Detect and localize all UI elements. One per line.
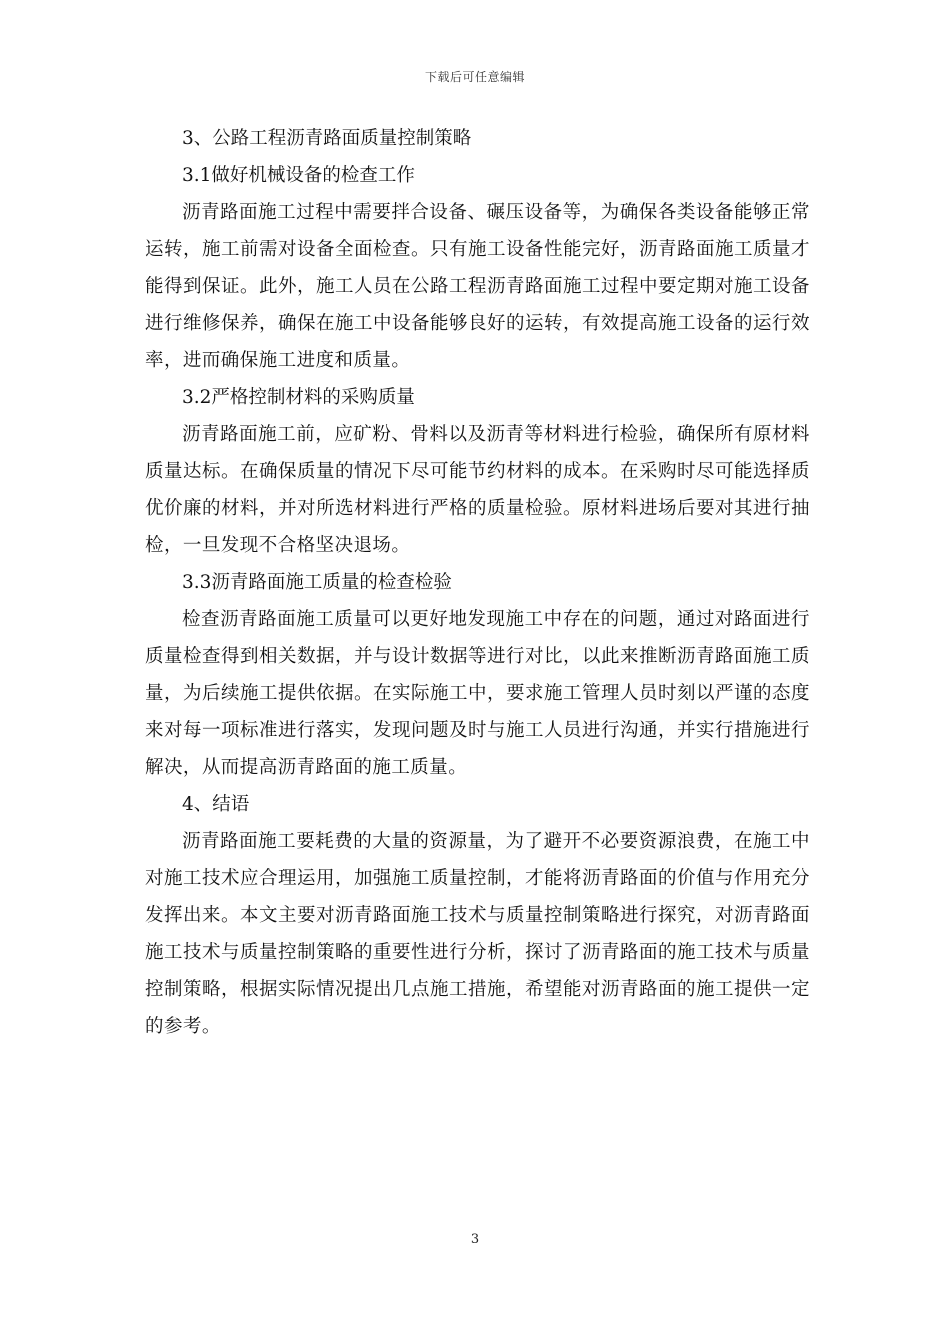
section-paragraph-3-3: 检查沥青路面施工质量可以更好地发现施工中存在的问题，通过对路面进行质量检查得到相关数据，并与设计数据等进行对比，以此来推断沥青路面施工质量，为后续施工提供依据。在实际施工中，要求施工管理人员时刻以严谨的态度来对每一项标准进行落实，发现问题及时与施工人员进行沟通，并实行措施进行解决，从而提高沥青路面的施工质量。: [145, 609, 810, 778]
section-heading-3-2: 3.2严格控制材料的采购质量: [182, 387, 415, 408]
document-body: [145, 120, 810, 1045]
page-header: 下载后可任意编辑: [424, 70, 525, 84]
section-paragraph-3-2: 沥青路面施工前，应矿粉、骨料以及沥青等材料进行检验，确保所有原材料质量达标。在确保质量的情况下尽可能节约材料的成本。在采购时尽可能选择质优价廉的材料，并对所选材料进行严格的质量检验。原材料进场后要对其进行抽检，一旦发现不合格坚决退场。: [145, 424, 810, 556]
section-heading-3: 3、公路工程沥青路面质量控制策略: [182, 128, 472, 149]
section-paragraph-4: 沥青路面施工要耗费的大量的资源量，为了避开不必要资源浪费，在施工中对施工技术应合理运用，加强施工质量控制，才能将沥青路面的价值与作用充分发挥出来。本文主要对沥青路面施工技术与质量控制策略进行探究，对沥青路面施工技术与质量控制策略的重要性进行分析，探讨了沥青路面的施工技术与质量控制策略，根据实际情况提出几点施工措施，希望能对沥青路面的施工提供一定的参考。: [145, 831, 810, 1037]
section-heading-3-3: 3.3沥青路面施工质量的检查检验: [182, 572, 452, 593]
section-paragraph-3-1: 沥青路面施工过程中需要拌合设备、碾压设备等，为确保各类设备能够正常运转，施工前需对设备全面检查。只有施工设备性能完好，沥青路面施工质量才能得到保证。此外，施工人员在公路工程沥青路面施工过程中要定期对施工设备进行维修保养，确保在施工中设备能够良好的运转，有效提高施工设备的运行效率，进而确保施工进度和质量。: [145, 202, 810, 371]
section-heading-3-1: 3.1做好机械设备的检查工作: [182, 165, 415, 186]
page-number: 3: [470, 1232, 480, 1247]
section-heading-4: 4、结语: [182, 794, 250, 815]
